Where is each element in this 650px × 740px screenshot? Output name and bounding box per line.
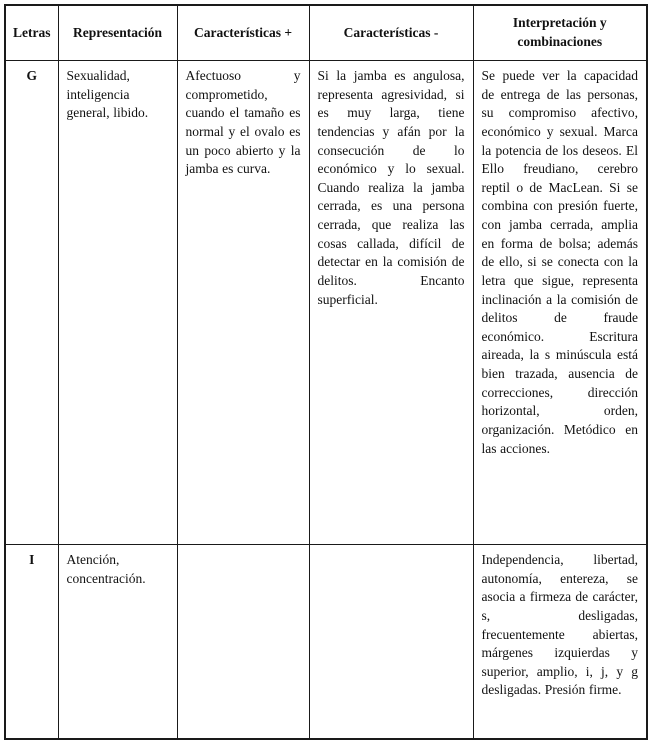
cell-representacion-i: Atención, concentración. <box>58 545 177 739</box>
cell-caracteristicas-pos-i <box>177 545 309 739</box>
table-row-letter-g <box>5 61 647 545</box>
cell-caracteristicas-pos-g: Afectuoso y comprometido, cuando el tamaño es normal y el ovalo es un poco abierto y la jamba es curva. <box>177 61 309 545</box>
cell-letra-i: I <box>5 545 58 739</box>
cell-interpretacion-g: Se puede ver la capacidad de entrega de las personas, su compromiso afectivo, económico y sexual. Marca la potencia de los deseos. El Ello freudiano, cerebro reptil o de MacLean. Si se combina con presión fuerte, con jamba cerrada, amplia en forma de bolsa; además de ello, si se conecta con la letra que sigue, representa inclinación a la comisión de delitos de fraude económico. Escritura aireada, la s minúscula está bien trazada, ausencia de correcciones, dirección horizontal, orden, organización. Metódico en las acciones. <box>473 61 647 545</box>
graphology-letters-table <box>4 4 648 740</box>
column-header-caracteristicas-neg: Características - <box>309 5 473 61</box>
column-header-representacion: Representación <box>58 5 177 61</box>
cell-caracteristicas-neg-g: Si la jamba es angulosa, representa agresividad, si es muy larga, tiene tendencias y afán por la consecución de lo económico y lo sexual. Cuando realiza la jamba cerrada, es una persona cerrada, que realiza las cosas callada, difícil de detectar en la comisión de delitos. Encanto superficial. <box>309 61 473 545</box>
cell-letra-g: G <box>5 61 58 545</box>
column-header-caracteristicas-pos: Características + <box>177 5 309 61</box>
cell-caracteristicas-neg-i <box>309 545 473 739</box>
cell-interpretacion-i: Independencia, libertad, autonomía, entereza, se asocia a firmeza de carácter, s, desligadas, frecuentemente abiertas, márgenes izquierdas y superior, amplio, i, j, y g desligadas. Presión firme. <box>473 545 647 739</box>
header-row <box>5 5 647 61</box>
column-header-letras: Letras <box>5 5 58 61</box>
table-row-letter-i <box>5 545 647 739</box>
column-header-interpretacion: Interpretación y combinaciones <box>473 5 647 61</box>
cell-representacion-g: Sexualidad, inteligencia general, libido. <box>58 61 177 545</box>
